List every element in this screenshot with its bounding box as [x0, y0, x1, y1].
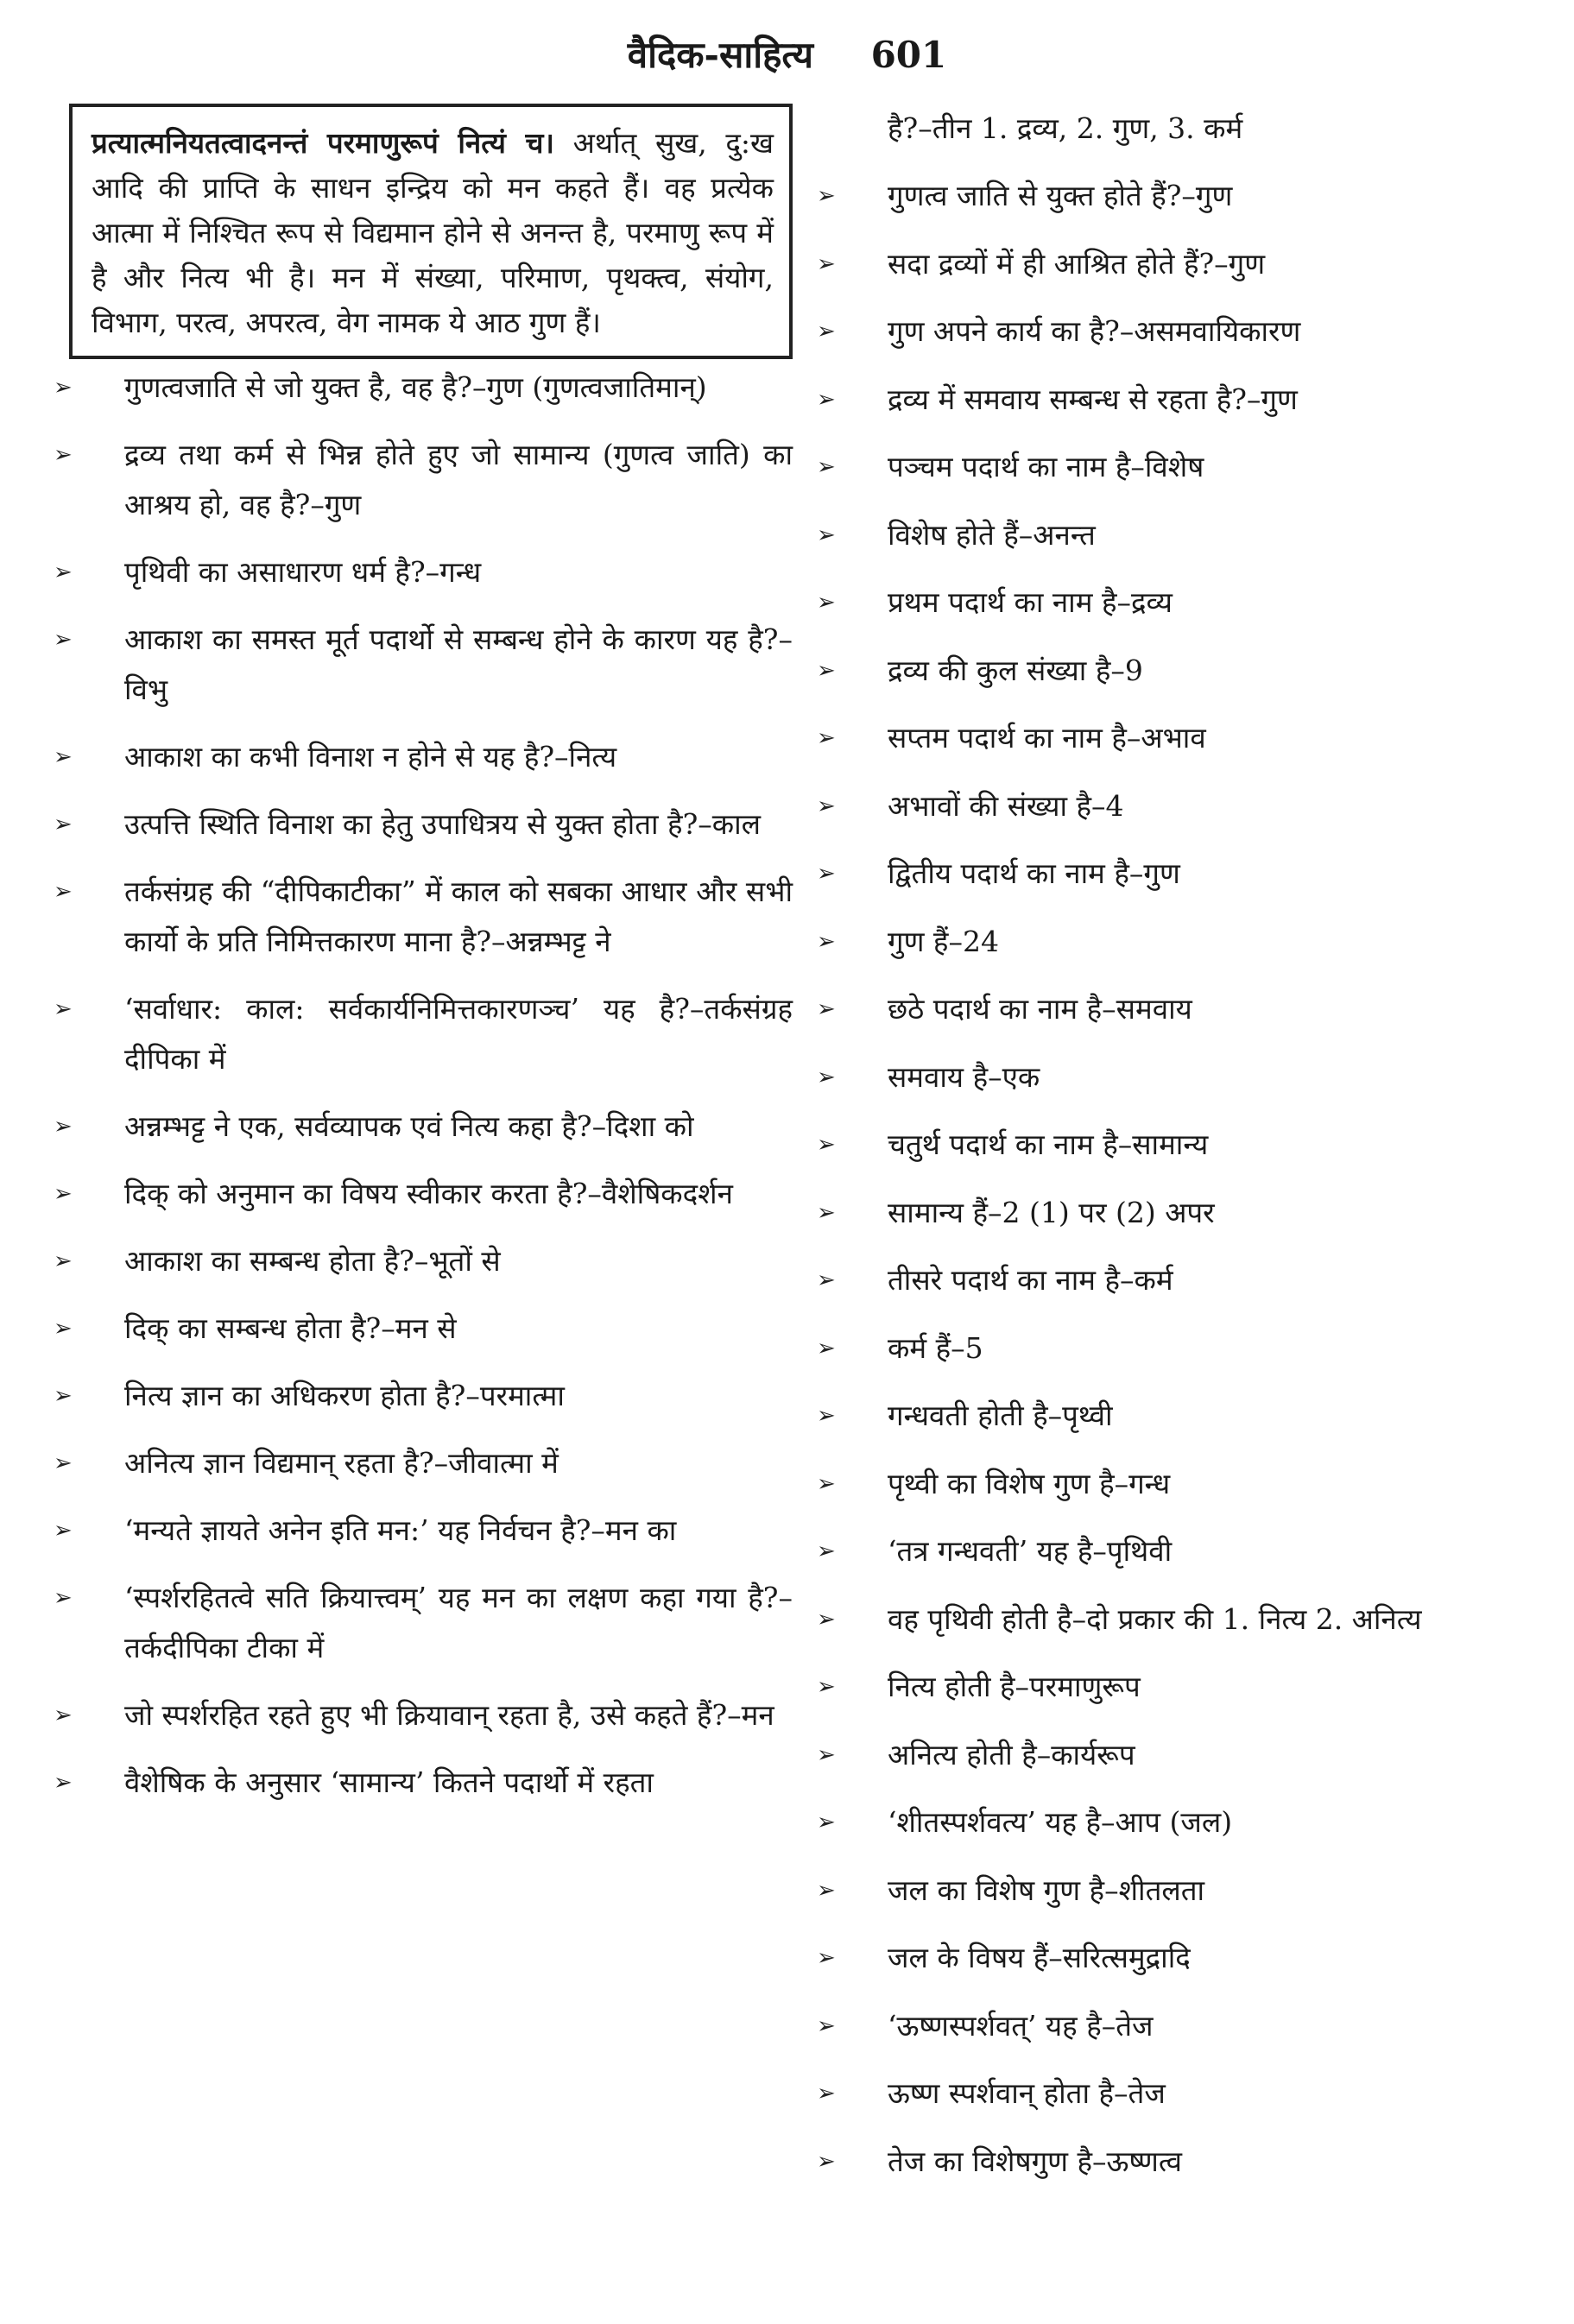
arrow-bullet-icon: ➢: [817, 1877, 836, 1904]
arrow-bullet-icon: ➢: [817, 657, 836, 684]
right-continuation-text: है?–तीन 1. द्रव्य, 2. गुण, 3. कर्म: [888, 111, 1243, 145]
list-item: [813, 1188, 1547, 1238]
list-item-text: तीसरे पदार्थ का नाम है–कर्म: [888, 1263, 1173, 1297]
list-item: [813, 2001, 1547, 2051]
list-item-text: जो स्पर्शरहित रहते हुए भी क्रियावान् रहता है, उसे कहते हैं?–मन: [124, 1698, 774, 1732]
arrow-bullet-icon: ➢: [817, 725, 836, 751]
arrow-bullet-icon: ➢: [817, 1809, 836, 1835]
list-item-text: सामान्य हैं–2 (1) पर (2) अपर: [888, 1195, 1215, 1229]
arrow-bullet-icon: ➢: [817, 1741, 836, 1768]
arrow-bullet-icon: ➢: [54, 1181, 73, 1207]
list-item-text: आकाश का सम्बन्ध होता है?–भूतों से: [124, 1244, 501, 1278]
list-item-text: द्रव्य की कुल संख्या है–9: [888, 653, 1143, 687]
arrow-bullet-icon: ➢: [54, 559, 73, 585]
list-item: [813, 1933, 1547, 1983]
list-item-text: पञ्चम पदार्थ का नाम है–विशेष: [888, 450, 1204, 483]
list-item-text: जल का विशेष गुण है–शीतलता: [888, 1872, 1205, 1907]
arrow-bullet-icon: ➢: [54, 1316, 73, 1342]
list-item: [50, 1102, 793, 1152]
arrow-bullet-icon: ➢: [54, 442, 73, 468]
list-item: [813, 984, 1547, 1034]
list-item: [813, 1866, 1547, 1916]
list-item-text: गुणत्वजाति से जो युक्त है, वह है?–गुण (गुणत्वजातिमान्): [124, 370, 707, 404]
list-item: [50, 984, 793, 1084]
list-item: [50, 732, 793, 782]
definition-box-sanskrit: प्रत्यात्मनियतत्वादनन्तं परमाणुरूपं नित्यं च।: [92, 126, 555, 160]
arrow-bullet-icon: ➢: [817, 319, 836, 344]
arrow-bullet-icon: ➢: [817, 250, 836, 277]
list-item: [50, 547, 793, 597]
list-item-text: अन्नम्भट्ट ने एक, सर्वव्यापक एवं नित्य कहा है?–दिशा को: [124, 1109, 694, 1143]
list-item-text: तर्कसंग्रह की “दीपिकाटीका” में काल को सबका आधार और सभी कार्यो के प्रति निमित्तकारण माना है?–अन्नम्भट्ट ने: [124, 875, 793, 958]
list-item-text: ‘शीतस्पर्शवत्य’ यह है–आप (जल): [888, 1805, 1233, 1839]
arrow-bullet-icon: ➢: [817, 1403, 836, 1429]
arrow-bullet-icon: ➢: [817, 1945, 836, 1971]
arrow-bullet-icon: ➢: [817, 1064, 836, 1090]
arrow-bullet-icon: ➢: [54, 627, 73, 653]
page-header: [0, 29, 1574, 79]
list-item-text: पृथ्वी का विशेष गुण है–गन्ध: [888, 1466, 1171, 1500]
list-item-text: तेज का विशेषगुण है–ऊष्णत्व: [888, 2144, 1183, 2178]
list-item: [813, 1120, 1547, 1170]
arrow-bullet-icon: ➢: [817, 454, 836, 480]
list-item: [813, 510, 1547, 560]
arrow-bullet-icon: ➢: [817, 793, 836, 819]
list-item-text: ‘सर्वाधार: काल: सर्वकार्यनिमित्तकारणञ्च’ यह है?–तर्कसंग्रह दीपिका में: [124, 992, 793, 1076]
arrow-bullet-icon: ➢: [817, 386, 836, 413]
list-item: [50, 615, 793, 715]
arrow-bullet-icon: ➢: [54, 1114, 73, 1140]
list-item: [813, 375, 1547, 425]
list-item: [813, 442, 1547, 492]
list-item: [813, 646, 1547, 696]
list-item-text: विशेष होते हैं–अनन्त: [888, 517, 1096, 552]
arrow-bullet-icon: ➢: [817, 1674, 836, 1700]
list-item: [813, 1730, 1547, 1780]
definition-box-text: अर्थात् सुख, दु:ख आदि की प्राप्ति के साधन इन्द्रिय को मन कहते हैं। वह प्रत्येक आत्मा में निश्चित रूप से विद्यमान होने से अनन्त है, परमाणु रूप में है और नित्य भी है। मन में संख्या, परिमाण, पृथक्त्व, संयोग, विभाग, परत्व, अपरत्व, वेग नामक ये आठ गुण हैं।: [92, 126, 774, 339]
list-item: [813, 2137, 1547, 2187]
arrow-bullet-icon: ➢: [54, 744, 73, 770]
arrow-bullet-icon: ➢: [817, 2081, 836, 2106]
list-item-text: द्रव्य तथा कर्म से भिन्न होते हुए जो सामान्य (गुणत्व जाति) का आश्रय हो, वह है?–गुण: [124, 438, 793, 521]
list-item: [813, 2068, 1547, 2119]
list-item: [813, 1255, 1547, 1305]
list-item: [813, 849, 1547, 899]
list-item: [813, 1323, 1547, 1374]
list-item-text: अनित्य होती है–कार्यरूप: [888, 1737, 1135, 1771]
arrow-bullet-icon: ➢: [54, 1518, 73, 1544]
list-item: [50, 1573, 793, 1673]
list-item-text: ऊष्ण स्पर्शवान् होता है–तेज: [888, 2076, 1166, 2110]
list-item-text: प्रथम पदार्थ का नाम है–द्रव्य: [888, 585, 1173, 619]
arrow-bullet-icon: ➢: [817, 1606, 836, 1632]
list-item: [813, 578, 1547, 628]
arrow-bullet-icon: ➢: [817, 996, 836, 1022]
list-item-text: जल के विषय हैं–सरित्समुद्रादि: [888, 1941, 1191, 1974]
list-item: [50, 1236, 793, 1286]
list-item-text: चतुर्थ पदार्थ का नाम है–सामान्य: [888, 1127, 1209, 1161]
list-item: [50, 1690, 793, 1740]
arrow-bullet-icon: ➢: [54, 375, 73, 401]
list-item: [813, 1459, 1547, 1509]
list-item-text: द्वितीय पदार्थ का नाम है–गुण: [888, 856, 1180, 890]
arrow-bullet-icon: ➢: [54, 1450, 73, 1476]
list-item: [813, 1595, 1547, 1645]
arrow-bullet-icon: ➢: [817, 521, 836, 548]
list-item-text: वैशेषिक के अनुसार ‘सामान्य’ कितने पदार्थो में रहता: [124, 1765, 654, 1799]
arrow-bullet-icon: ➢: [54, 812, 73, 837]
list-item-text: गुण अपने कार्य का है?–असमवायिकारण: [888, 314, 1301, 348]
list-item-text: गुणत्व जाति से युक्त होते हैं?–गुण: [888, 179, 1233, 212]
list-item: [813, 1662, 1547, 1712]
left-column: [50, 104, 793, 1825]
list-item: [813, 239, 1547, 289]
list-item-text: उत्पत्ति स्थिति विनाश का हेतु उपाधित्रय से युक्त होता है?–काल: [124, 807, 762, 841]
list-item-text: आकाश का समस्त मूर्त पदार्थो से सम्बन्ध होने के कारण यह है?–विभु: [124, 622, 793, 706]
list-item-text: ‘ऊष्णस्पर्शवत्’ यह है–तेज: [888, 2008, 1154, 2043]
arrow-bullet-icon: ➢: [817, 1132, 836, 1158]
right-question-list: [813, 171, 1547, 2187]
list-item-text: ‘तत्र गन्धवती’ यह है–पृथिवी: [888, 1534, 1173, 1568]
arrow-bullet-icon: ➢: [54, 1770, 73, 1796]
list-item-text: समवाय है–एक: [888, 1059, 1040, 1094]
arrow-bullet-icon: ➢: [54, 996, 73, 1022]
list-item-text: अभावों की संख्या है–4: [888, 788, 1124, 823]
list-item-text: वह पृथिवी होती है–दो प्रकार की 1. नित्य 2. अनित्य: [888, 1601, 1422, 1636]
list-item-text: आकाश का कभी विनाश न होने से यह है?–नित्य: [124, 740, 617, 774]
definition-box: [69, 104, 793, 359]
list-item: [50, 799, 793, 849]
list-item: [50, 1304, 793, 1354]
arrow-bullet-icon: ➢: [817, 1538, 836, 1564]
list-item: [50, 1438, 793, 1488]
arrow-bullet-icon: ➢: [54, 879, 73, 905]
arrow-bullet-icon: ➢: [817, 1267, 836, 1293]
list-item-text: गन्धवती होती है–पृथ्वी: [888, 1399, 1113, 1432]
list-item-text: अनित्य ज्ञान विद्यमान् रहता है?–जीवात्मा में: [124, 1446, 559, 1480]
list-item-text: सदा द्रव्यों में ही आश्रित होते हैं?–गुण: [888, 246, 1266, 281]
list-item: [50, 1169, 793, 1219]
arrow-bullet-icon: ➢: [817, 861, 836, 887]
arrow-bullet-icon: ➢: [54, 1383, 73, 1409]
list-item: [813, 1526, 1547, 1576]
arrow-bullet-icon: ➢: [54, 1702, 73, 1728]
list-item-text: ‘मन्यते ज्ञायते अनेन इति मन:’ यह निर्वचन है?–मन का: [124, 1513, 677, 1547]
list-item: [813, 306, 1547, 357]
list-item: [50, 1758, 793, 1808]
list-item-text: द्रव्य में समवाय सम्बन्ध से रहता है?–गुण: [888, 382, 1298, 416]
list-item-text: सप्तम पदार्थ का नाम है–अभाव: [888, 721, 1206, 755]
list-item-text: छठे पदार्थ का नाम है–समवाय: [888, 992, 1192, 1026]
page-number: 601: [870, 34, 947, 76]
list-item: [813, 1797, 1547, 1847]
right-column: [813, 104, 1547, 2204]
list-item: [813, 1052, 1547, 1102]
arrow-bullet-icon: ➢: [817, 2012, 836, 2039]
arrow-bullet-icon: ➢: [817, 1335, 836, 1361]
list-item: [50, 1506, 793, 1556]
list-item-text: गुण हैं–24: [888, 924, 999, 958]
list-item: [813, 917, 1547, 967]
arrow-bullet-icon: ➢: [54, 1248, 73, 1274]
arrow-bullet-icon: ➢: [54, 1585, 73, 1611]
arrow-bullet-icon: ➢: [817, 590, 836, 616]
list-item-text: नित्य ज्ञान का अधिकरण होता है?–परमात्मा: [124, 1379, 565, 1412]
left-question-list: [50, 363, 793, 1808]
list-item: [50, 363, 793, 413]
arrow-bullet-icon: ➢: [817, 1199, 836, 1226]
list-item: [813, 171, 1547, 221]
page-title: वैदिक-साहित्य: [627, 34, 813, 76]
arrow-bullet-icon: ➢: [817, 183, 836, 209]
arrow-bullet-icon: ➢: [817, 928, 836, 955]
list-item: [813, 781, 1547, 831]
list-item: [50, 1371, 793, 1421]
list-item: [813, 713, 1547, 763]
list-item-text: दिक् को अनुमान का विषय स्वीकार करता है?–वैशेषिकदर्शन: [124, 1177, 733, 1210]
list-item-text: नित्य होती है–परमाणुरूप: [888, 1670, 1141, 1703]
arrow-bullet-icon: ➢: [817, 1470, 836, 1497]
list-item-text: पृथिवी का असाधारण धर्म है?–गन्ध: [124, 555, 482, 589]
list-item: [813, 1391, 1547, 1441]
list-item-text: दिक् का सम्बन्ध होता है?–मन से: [124, 1311, 457, 1345]
list-item-text: ‘स्पर्शरहितत्वे सति क्रियात्त्वम्’ यह मन का लक्षण कहा गया है?–तर्कदीपिका टीका में: [124, 1581, 793, 1664]
list-item-text: कर्म हैं–5: [888, 1330, 983, 1365]
list-item: [50, 430, 793, 530]
list-item: [50, 867, 793, 967]
arrow-bullet-icon: ➢: [817, 2148, 836, 2175]
